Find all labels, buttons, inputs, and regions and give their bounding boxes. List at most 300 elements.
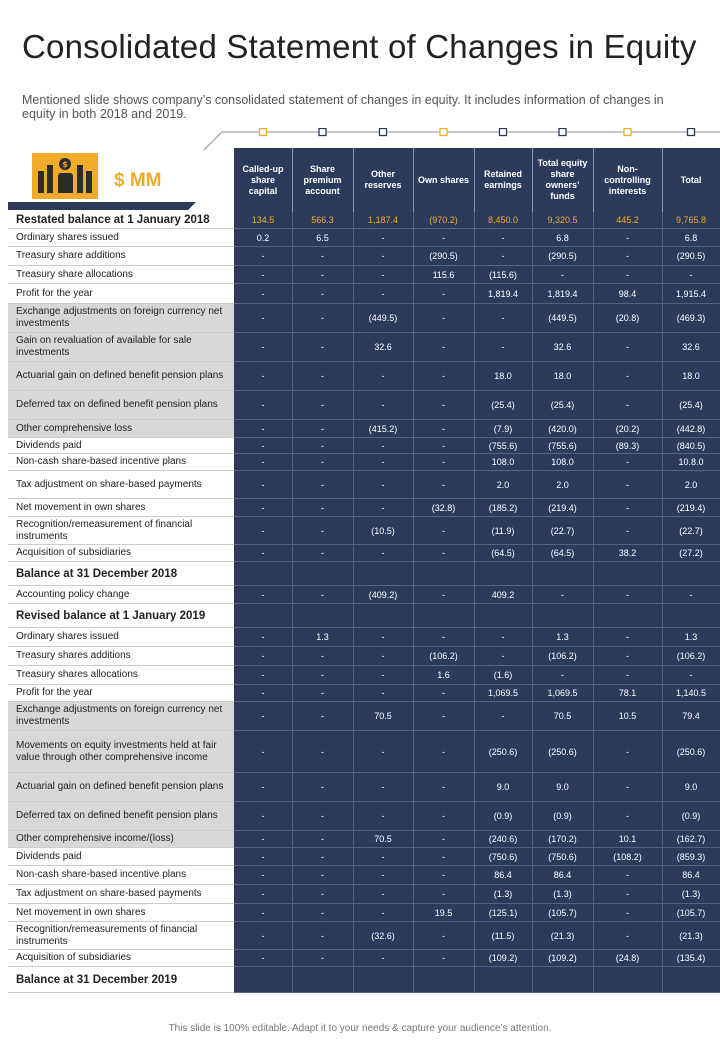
cell-divider <box>593 362 594 390</box>
cell-divider <box>474 628 475 646</box>
cell-other-reserves: - <box>381 502 385 513</box>
row-label: Exchange adjustments on foreign currency net investments <box>8 702 234 730</box>
cell-divider <box>474 391 475 419</box>
cell-divider <box>474 866 475 884</box>
cell-total-equity-owners-funds: 86.4 <box>553 870 572 880</box>
cell-non-controlling-interests: - <box>626 811 629 821</box>
cell-retained-earnings: (25.4) <box>491 400 515 410</box>
cell-total: (1.3) <box>681 889 701 899</box>
row-values <box>234 247 720 265</box>
cell-called-up-share-capital <box>234 967 292 992</box>
cell-divider <box>474 922 475 949</box>
cell-divider <box>292 562 293 585</box>
cell-divider <box>292 922 293 949</box>
cell-divider <box>662 284 663 303</box>
cell-non-controlling-interests <box>593 562 662 585</box>
cell-divider <box>662 885 663 903</box>
cell-total-equity-owners-funds: 9,320.5 <box>547 215 578 225</box>
cell-total: (27.2) <box>679 548 703 558</box>
column-header-other-reserves: Other reserves <box>364 169 402 190</box>
cell-called-up-share-capital: - <box>261 870 265 880</box>
cell-divider <box>532 391 533 419</box>
cell-divider <box>413 229 414 246</box>
cell-divider <box>292 967 293 992</box>
cell-total: (162.7) <box>676 834 706 844</box>
header-divider <box>353 148 354 212</box>
cell-share-premium-account: - <box>321 651 324 661</box>
cell-total <box>662 967 720 992</box>
cell-retained-earnings: 9.0 <box>496 782 510 792</box>
header-divider <box>292 148 293 212</box>
cell-non-controlling-interests: - <box>626 342 629 352</box>
cell-total-equity-owners-funds: 1.3 <box>556 632 569 642</box>
row-label: Dividends paid <box>16 850 82 862</box>
cell-divider <box>353 950 354 966</box>
cell-divider <box>413 438 414 453</box>
cell-retained-earnings: - <box>501 342 505 352</box>
cell-divider <box>662 454 663 470</box>
cell-divider <box>353 499 354 516</box>
cell-non-controlling-interests: - <box>626 632 629 642</box>
cell-divider <box>662 438 663 453</box>
cell-other-reserves: - <box>381 851 385 862</box>
cell-own-shares: - <box>442 851 445 862</box>
cell-divider <box>292 438 293 453</box>
cell-total: (25.4) <box>679 400 703 410</box>
row-separator <box>234 992 720 993</box>
cell-share-premium-account: - <box>321 930 324 941</box>
cell-divider <box>593 545 594 561</box>
cell-share-premium-account: 6.5 <box>316 232 329 243</box>
table-row-dividends-paid-2018 <box>8 438 720 454</box>
cell-share-premium-account: - <box>321 288 324 299</box>
cell-own-shares: - <box>442 834 445 844</box>
cell-divider <box>474 284 475 303</box>
cell-own-shares: - <box>442 423 445 434</box>
cell-divider <box>532 967 533 992</box>
cell-divider <box>662 362 663 390</box>
cell-divider <box>593 229 594 246</box>
cell-other-reserves: - <box>381 953 385 963</box>
cell-retained-earnings: (115.6) <box>489 269 517 280</box>
cell-divider <box>532 885 533 903</box>
cell-divider <box>353 562 354 585</box>
cell-share-premium-account <box>292 604 353 627</box>
cell-total-equity-owners-funds: 6.8 <box>556 232 569 243</box>
cell-own-shares: - <box>442 479 445 490</box>
cell-retained-earnings: (755.6) <box>488 440 518 451</box>
cell-divider <box>413 666 414 684</box>
cell-share-premium-account <box>292 967 353 992</box>
cell-non-controlling-interests: - <box>626 269 629 280</box>
header-divider <box>662 148 663 212</box>
row-label: Ordinary shares issued <box>16 231 119 243</box>
table-row-share-based-incentive-2019 <box>8 866 720 885</box>
cell-own-shares: - <box>442 930 445 941</box>
cell-divider <box>353 247 354 265</box>
footer-note: This slide is 100% editable. Adapt it to your needs & capture your audience’s attention. <box>168 1023 552 1034</box>
cell-retained-earnings: 86.4 <box>494 870 512 880</box>
cell-divider <box>532 831 533 847</box>
cell-called-up-share-capital: - <box>261 313 265 323</box>
cell-own-shares: - <box>442 457 445 467</box>
cell-non-controlling-interests <box>593 967 662 992</box>
cell-divider <box>662 866 663 884</box>
cell-own-shares: - <box>442 811 445 821</box>
cell-total: - <box>689 670 693 680</box>
cell-divider <box>593 848 594 865</box>
table-row-exchange-adjustments-2018 <box>8 304 720 333</box>
cell-other-reserves: - <box>381 688 385 698</box>
cell-divider <box>292 499 293 516</box>
cell-own-shares <box>413 967 474 992</box>
table-row-ordinary-shares-issued-2018 <box>8 229 720 247</box>
row-label: Net movement in own shares <box>16 906 146 918</box>
column-header-called-up-share-capital: Called-up share capital <box>242 163 284 196</box>
cell-own-shares: - <box>442 589 445 600</box>
cell-divider <box>353 517 354 544</box>
cell-retained-earnings: 1,069.5 <box>487 688 519 698</box>
row-values <box>234 284 720 303</box>
table-row-acquisition-subsidiaries-2018 <box>8 545 720 562</box>
cell-divider <box>532 420 533 437</box>
table-row-treasury-share-allocations-2018 <box>8 266 720 284</box>
cell-divider <box>474 647 475 665</box>
cell-total: 86.4 <box>682 870 700 880</box>
cell-called-up-share-capital: - <box>261 834 265 844</box>
cell-divider <box>532 229 533 246</box>
cell-other-reserves <box>353 604 413 627</box>
cell-own-shares: - <box>442 288 445 299</box>
row-label: Deferred tax on defined benefit pension plans <box>8 802 234 830</box>
cell-called-up-share-capital <box>234 604 292 627</box>
cell-divider <box>353 831 354 847</box>
row-values <box>234 266 720 283</box>
row-values <box>234 904 720 921</box>
cell-share-premium-account: - <box>321 548 324 558</box>
table-row-tax-adjustment-2018 <box>8 471 720 499</box>
cell-divider <box>662 731 663 772</box>
cell-share-premium-account: - <box>321 502 324 513</box>
cell-divider <box>413 499 414 516</box>
cell-share-premium-account: - <box>321 457 324 467</box>
cell-called-up-share-capital: - <box>261 953 265 963</box>
cell-total: 9.0 <box>684 782 698 792</box>
cell-own-shares: - <box>442 889 445 899</box>
cell-total: 9,765.8 <box>675 215 707 225</box>
cell-share-premium-account: - <box>321 782 324 792</box>
cell-other-reserves: - <box>381 479 385 490</box>
cell-called-up-share-capital: - <box>261 525 265 536</box>
cell-divider <box>474 471 475 498</box>
cell-divider <box>532 517 533 544</box>
cell-retained-earnings: (185.2) <box>488 502 518 513</box>
cell-share-premium-account: - <box>321 688 324 698</box>
cell-divider <box>474 802 475 830</box>
cell-divider <box>474 545 475 561</box>
row-values <box>234 562 720 585</box>
cell-divider <box>593 666 594 684</box>
cell-divider <box>662 604 663 627</box>
cell-total: (469.3) <box>676 313 706 323</box>
cell-total: (105.7) <box>676 907 706 918</box>
row-label: Acquisition of subsidiaries <box>16 547 132 558</box>
cell-divider <box>413 731 414 772</box>
cell-divider <box>662 848 663 865</box>
cell-divider <box>474 604 475 627</box>
cell-divider <box>474 562 475 585</box>
column-connector <box>204 128 720 150</box>
row-values <box>234 685 720 701</box>
cell-retained-earnings: (1.6) <box>493 670 513 680</box>
table-row-treasury-share-allocations-2019 <box>8 666 720 685</box>
cell-total: (250.6) <box>676 746 706 757</box>
table-row-exchange-adjustments-2019 <box>8 702 720 731</box>
column-header-total-equity-owners-funds: Total equity share owners’ funds <box>537 158 588 201</box>
cell-divider <box>353 333 354 361</box>
cell-divider <box>413 685 414 701</box>
cell-other-reserves <box>353 562 413 585</box>
cell-divider <box>292 802 293 830</box>
cell-called-up-share-capital: - <box>261 782 265 792</box>
cell-divider <box>593 685 594 701</box>
cell-divider <box>353 922 354 949</box>
row-label: Non-cash share-based incentive plans <box>16 869 187 880</box>
cell-total: 18.0 <box>682 371 700 381</box>
cell-called-up-share-capital: - <box>261 502 265 513</box>
row-values <box>234 647 720 665</box>
cell-non-controlling-interests: (24.8) <box>615 953 640 963</box>
cell-divider <box>413 586 414 603</box>
cell-non-controlling-interests: - <box>626 889 629 899</box>
table-row-balance-dec-2018 <box>8 562 720 586</box>
cell-retained-earnings: - <box>501 651 505 661</box>
cell-own-shares: - <box>442 688 445 698</box>
cell-other-reserves: (32.6) <box>371 930 395 941</box>
cell-share-premium-account: - <box>321 525 324 536</box>
cell-divider <box>353 284 354 303</box>
cell-divider <box>353 391 354 419</box>
cell-total-equity-owners-funds: (170.2) <box>548 834 577 844</box>
cell-divider <box>532 247 533 265</box>
cell-total: (290.5) <box>676 251 706 261</box>
column-header-retained-earnings: Retained earnings <box>483 169 522 190</box>
cell-divider <box>474 420 475 437</box>
cell-divider <box>474 438 475 453</box>
cell-divider <box>593 967 594 992</box>
cell-divider <box>353 586 354 603</box>
table-row-profit-2018 <box>8 284 720 304</box>
cell-own-shares: - <box>442 232 445 243</box>
cell-divider <box>413 284 414 303</box>
cell-other-reserves: - <box>381 251 385 261</box>
cell-retained-earnings: (240.6) <box>488 834 518 844</box>
column-marker-line <box>204 128 720 150</box>
cell-called-up-share-capital <box>234 562 292 585</box>
cell-called-up-share-capital: - <box>261 371 265 381</box>
cell-share-premium-account: - <box>321 440 324 451</box>
cell-retained-earnings: (250.6) <box>488 746 518 757</box>
cell-divider <box>292 391 293 419</box>
cell-divider <box>413 420 414 437</box>
cell-retained-earnings: 2.0 <box>496 479 510 490</box>
cell-total-equity-owners-funds: - <box>561 589 564 600</box>
table-row-other-comprehensive-loss-2018 <box>8 420 720 438</box>
cell-called-up-share-capital: - <box>261 632 265 642</box>
cell-divider <box>292 702 293 730</box>
cell-divider <box>532 499 533 516</box>
cell-total-equity-owners-funds: 108.0 <box>551 457 574 467</box>
table-row-deferred-tax-2019 <box>8 802 720 831</box>
cell-own-shares: (970.2) <box>429 215 458 225</box>
cell-divider <box>532 922 533 949</box>
cell-called-up-share-capital: - <box>261 440 265 451</box>
cell-other-reserves <box>353 967 413 992</box>
cell-divider <box>292 229 293 246</box>
cell-total <box>662 604 720 627</box>
table-row-treasury-share-additions-2018 <box>8 247 720 266</box>
cell-total: (219.4) <box>676 502 706 513</box>
column-header-non-controlling-interests: Non-controlling interests <box>604 163 651 196</box>
cell-non-controlling-interests: - <box>626 870 629 880</box>
cell-called-up-share-capital: - <box>261 651 265 661</box>
cell-total-equity-owners-funds: (21.3) <box>550 930 575 941</box>
row-values <box>234 950 720 966</box>
cell-divider <box>353 628 354 646</box>
cell-divider <box>413 517 414 544</box>
table-row-equity-investments-2019 <box>8 731 720 773</box>
cell-divider <box>593 499 594 516</box>
cell-called-up-share-capital: - <box>261 342 265 352</box>
cell-divider <box>413 967 414 992</box>
row-label: Treasury share additions <box>16 250 126 261</box>
cell-divider <box>353 266 354 283</box>
cell-retained-earnings: (0.9) <box>493 811 513 821</box>
cell-divider <box>662 517 663 544</box>
table-row-deferred-tax-2018 <box>8 391 720 420</box>
cell-total: (135.4) <box>676 953 706 963</box>
cell-divider <box>292 586 293 603</box>
cell-divider <box>292 420 293 437</box>
cell-divider <box>353 471 354 498</box>
cell-non-controlling-interests: 78.1 <box>618 688 637 698</box>
cell-called-up-share-capital: - <box>261 548 265 558</box>
row-label: Treasury share allocations <box>16 268 133 280</box>
cell-divider <box>532 731 533 772</box>
cell-non-controlling-interests: - <box>626 907 629 918</box>
cell-divider <box>532 866 533 884</box>
cell-divider <box>474 454 475 470</box>
cell-retained-earnings: 409.2 <box>491 589 515 600</box>
cell-called-up-share-capital: - <box>261 589 265 600</box>
cell-share-premium-account: - <box>321 313 324 323</box>
cell-retained-earnings <box>474 604 532 627</box>
cell-divider <box>353 362 354 390</box>
table-row-actuarial-gain-2018 <box>8 362 720 391</box>
row-label: Gain on revaluation of available for sale investments <box>8 333 234 361</box>
cell-share-premium-account: - <box>321 834 324 844</box>
row-label: Tax adjustment on share-based payments <box>16 888 202 899</box>
cell-divider <box>662 499 663 516</box>
cell-share-premium-account: - <box>321 371 324 381</box>
cell-divider <box>474 266 475 283</box>
cell-own-shares: (32.8) <box>431 502 456 513</box>
cell-divider <box>662 212 663 228</box>
cell-total-equity-owners-funds: (25.4) <box>550 400 575 410</box>
cell-total-equity-owners-funds: 32.6 <box>553 342 572 352</box>
cell-divider <box>662 247 663 265</box>
cell-divider <box>474 499 475 516</box>
table-row-tax-adjustment-2019 <box>8 885 720 904</box>
cell-other-reserves: - <box>381 269 385 280</box>
cell-divider <box>353 438 354 453</box>
cell-other-reserves: (415.2) <box>368 423 398 434</box>
cell-total-equity-owners-funds: 1,819.4 <box>547 288 578 299</box>
cell-divider <box>413 362 414 390</box>
cell-divider <box>593 831 594 847</box>
row-values <box>234 454 720 470</box>
cell-retained-earnings: - <box>501 632 505 642</box>
row-values <box>234 604 720 627</box>
row-values <box>234 885 720 903</box>
cell-share-premium-account: - <box>321 811 324 821</box>
cell-total: 10.8.0 <box>678 457 704 467</box>
cell-total-equity-owners-funds: (106.2) <box>548 651 577 661</box>
chart-hand-icon <box>32 153 98 199</box>
cell-share-premium-account: 1.3 <box>316 632 329 642</box>
cell-divider <box>292 950 293 966</box>
row-values <box>234 866 720 884</box>
cell-divider <box>662 229 663 246</box>
cell-total-equity-owners-funds: (219.4) <box>548 502 577 513</box>
cell-divider <box>474 702 475 730</box>
cell-called-up-share-capital: - <box>261 746 265 757</box>
cell-divider <box>413 647 414 665</box>
table-row-accounting-policy-change <box>8 586 720 604</box>
cell-called-up-share-capital: - <box>261 479 265 490</box>
cell-share-premium-account: - <box>321 870 324 880</box>
cell-divider <box>593 922 594 949</box>
cell-share-premium-account: - <box>321 889 324 899</box>
table-row-actuarial-gain-2019 <box>8 773 720 802</box>
cell-divider <box>532 333 533 361</box>
column-header-own-shares: Own shares <box>417 174 470 185</box>
row-values <box>234 304 720 332</box>
cell-divider <box>413 848 414 865</box>
cell-other-reserves: - <box>381 811 385 821</box>
cell-retained-earnings: (750.6) <box>488 851 518 862</box>
cell-retained-earnings: 8,450.0 <box>487 215 519 225</box>
cell-divider <box>413 545 414 561</box>
page-subtitle: Mentioned slide shows company’s consolidated statement of changes in equity. It includes information of changes in equity in both 2018 and 2019. <box>22 93 664 121</box>
cell-divider <box>474 685 475 701</box>
cell-divider <box>593 562 594 585</box>
cell-own-shares: - <box>442 746 445 757</box>
cell-divider <box>532 904 533 921</box>
row-label: Tax adjustment on share-based payments <box>16 478 202 490</box>
cell-divider <box>292 304 293 332</box>
row-values <box>234 438 720 453</box>
cell-divider <box>662 562 663 585</box>
row-label: Non-cash share-based incentive plans <box>16 456 187 467</box>
row-values <box>234 922 720 949</box>
cell-other-reserves: (10.5) <box>371 525 395 536</box>
cell-divider <box>593 885 594 903</box>
cell-divider <box>353 212 354 228</box>
cell-divider <box>353 802 354 830</box>
cell-divider <box>292 866 293 884</box>
cell-retained-earnings: (64.5) <box>491 548 515 558</box>
